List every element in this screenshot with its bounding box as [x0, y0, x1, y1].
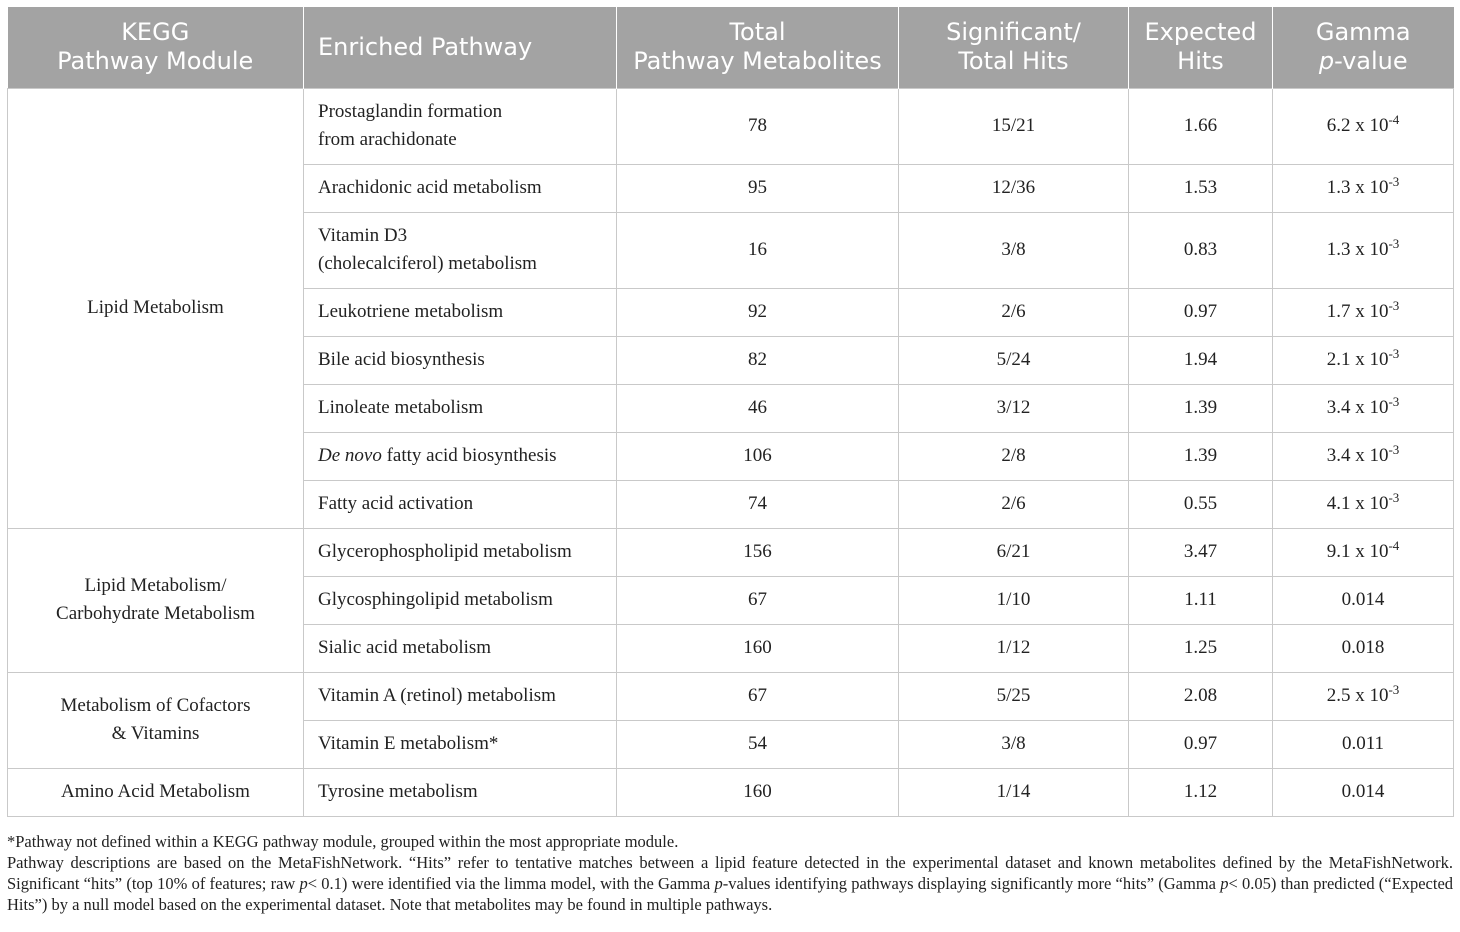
- module-cell-lipid: Lipid Metabolism: [8, 88, 304, 528]
- total-cell: 92: [617, 288, 899, 336]
- pathway-cell: Vitamin A (retinol) metabolism: [304, 672, 617, 720]
- total-cell: 67: [617, 576, 899, 624]
- total-cell: 67: [617, 672, 899, 720]
- p-value-cell: 4.1 x $10^{-3}$: [1273, 480, 1454, 528]
- expected-cell: 1.39: [1129, 384, 1273, 432]
- header-enriched-pathway: Enriched Pathway: [304, 7, 617, 88]
- total-cell: 54: [617, 720, 899, 768]
- sig-cell: 3/8: [899, 212, 1129, 288]
- table-row: [8, 88, 1454, 164]
- sig-cell: 3/8: [899, 720, 1129, 768]
- p-value-cell: 9.1 x $10^{-4}$: [1273, 528, 1454, 576]
- sig-cell: 1/10: [899, 576, 1129, 624]
- pathway-cell: Prostaglandin formation from arachidonate: [304, 88, 617, 164]
- p-value-cell: 1.3 x $10^{-3}$: [1273, 212, 1454, 288]
- expected-cell: 1.94: [1129, 336, 1273, 384]
- expected-cell: 0.97: [1129, 720, 1273, 768]
- module-cell-cofactors-vitamins: Metabolism of Cofactors & Vitamins: [8, 672, 304, 768]
- header-significant-hits: Significant/ Total Hits: [899, 7, 1129, 88]
- sig-cell: 12/36: [899, 164, 1129, 212]
- p-value-cell: 2.1 x $10^{-3}$: [1273, 336, 1454, 384]
- table-row: [8, 672, 1454, 720]
- sig-cell: 5/25: [899, 672, 1129, 720]
- table-footnotes: [7, 831, 1453, 915]
- pathway-cell: Tyrosine metabolism: [304, 768, 617, 816]
- total-cell: 82: [617, 336, 899, 384]
- sig-cell: 6/21: [899, 528, 1129, 576]
- pathway-cell: Sialic acid metabolism: [304, 624, 617, 672]
- enrichment-table: [7, 7, 1454, 817]
- sig-cell: 2/6: [899, 288, 1129, 336]
- sig-cell: 3/12: [899, 384, 1129, 432]
- pathway-cell: Glycosphingolipid metabolism: [304, 576, 617, 624]
- expected-cell: 3.47: [1129, 528, 1273, 576]
- p-value-cell: 3.4 x $10^{-3}$: [1273, 384, 1454, 432]
- sig-cell: 2/8: [899, 432, 1129, 480]
- table-row: [8, 768, 1454, 816]
- total-cell: 16: [617, 212, 899, 288]
- module-cell-amino-acid: Amino Acid Metabolism: [8, 768, 304, 816]
- p-value-cell: 0.014: [1273, 768, 1454, 816]
- expected-cell: 2.08: [1129, 672, 1273, 720]
- footnote-description: Pathway descriptions are based on the MetaFishNetwork. “Hits” refer to tentative matches between a lipid feature detected in the experimental dataset and known metabolites defined by the MetaFishNetwork. Significant “hits” (top 10% of features; raw p< 0.1) were identified via the limma model, with the Gamma p-values identifying pathways displaying significantly more “hits” (Gamma p< 0.05) than predicted (“Expected Hits”) by a null model based on the experimental dataset. Note that metabolites may be found in multiple pathways.: [7, 853, 1454, 914]
- header-gamma-p-value: Gamma p-value: [1273, 7, 1454, 88]
- pathway-cell: Arachidonic acid metabolism: [304, 164, 617, 212]
- pathway-cell: Glycerophospholipid metabolism: [304, 528, 617, 576]
- pathway-cell: Vitamin E metabolism*: [304, 720, 617, 768]
- table-row: [8, 528, 1454, 576]
- p-value-cell: 1.7 x $10^{-3}$: [1273, 288, 1454, 336]
- sig-cell: 2/6: [899, 480, 1129, 528]
- sig-cell: 5/24: [899, 336, 1129, 384]
- total-cell: 95: [617, 164, 899, 212]
- expected-cell: 1.66: [1129, 88, 1273, 164]
- module-cell-lipid-carbohydrate: Lipid Metabolism/ Carbohydrate Metabolism: [8, 528, 304, 672]
- expected-cell: 1.25: [1129, 624, 1273, 672]
- header-expected-hits: Expected Hits: [1129, 7, 1273, 88]
- expected-cell: 1.11: [1129, 576, 1273, 624]
- expected-cell: 1.53: [1129, 164, 1273, 212]
- p-value-cell: 0.014: [1273, 576, 1454, 624]
- footnote-asterisk: *Pathway not defined within a KEGG pathway module, grouped within the most appropriate module.: [7, 832, 679, 851]
- header-row: [8, 7, 1454, 88]
- p-value-cell: 0.011: [1273, 720, 1454, 768]
- pathway-cell: Vitamin D3 (cholecalciferol) metabolism: [304, 212, 617, 288]
- total-cell: 46: [617, 384, 899, 432]
- expected-cell: 0.55: [1129, 480, 1273, 528]
- pathway-cell: Bile acid biosynthesis: [304, 336, 617, 384]
- table-container: [7, 7, 1453, 817]
- sig-cell: 1/12: [899, 624, 1129, 672]
- sig-cell: 15/21: [899, 88, 1129, 164]
- p-value-cell: 6.2 x $10^{-4}$: [1273, 88, 1454, 164]
- pathway-cell: Leukotriene metabolism: [304, 288, 617, 336]
- pathway-cell: Fatty acid activation: [304, 480, 617, 528]
- pathway-cell: Linoleate metabolism: [304, 384, 617, 432]
- sig-cell: 1/14: [899, 768, 1129, 816]
- expected-cell: 1.39: [1129, 432, 1273, 480]
- expected-cell: 0.83: [1129, 212, 1273, 288]
- header-kegg-module: KEGG Pathway Module: [8, 7, 304, 88]
- total-cell: 106: [617, 432, 899, 480]
- pathway-cell: De novo fatty acid biosynthesis: [304, 432, 617, 480]
- p-value-cell: 1.3 x $10^{-3}$: [1273, 164, 1454, 212]
- total-cell: 160: [617, 624, 899, 672]
- total-cell: 156: [617, 528, 899, 576]
- expected-cell: 0.97: [1129, 288, 1273, 336]
- total-cell: 74: [617, 480, 899, 528]
- expected-cell: 1.12: [1129, 768, 1273, 816]
- p-value-cell: 0.018: [1273, 624, 1454, 672]
- p-value-cell: 2.5 x $10^{-3}$: [1273, 672, 1454, 720]
- total-cell: 78: [617, 88, 899, 164]
- header-total-metabolites: Total Pathway Metabolites: [617, 7, 899, 88]
- p-value-cell: 3.4 x $10^{-3}$: [1273, 432, 1454, 480]
- total-cell: 160: [617, 768, 899, 816]
